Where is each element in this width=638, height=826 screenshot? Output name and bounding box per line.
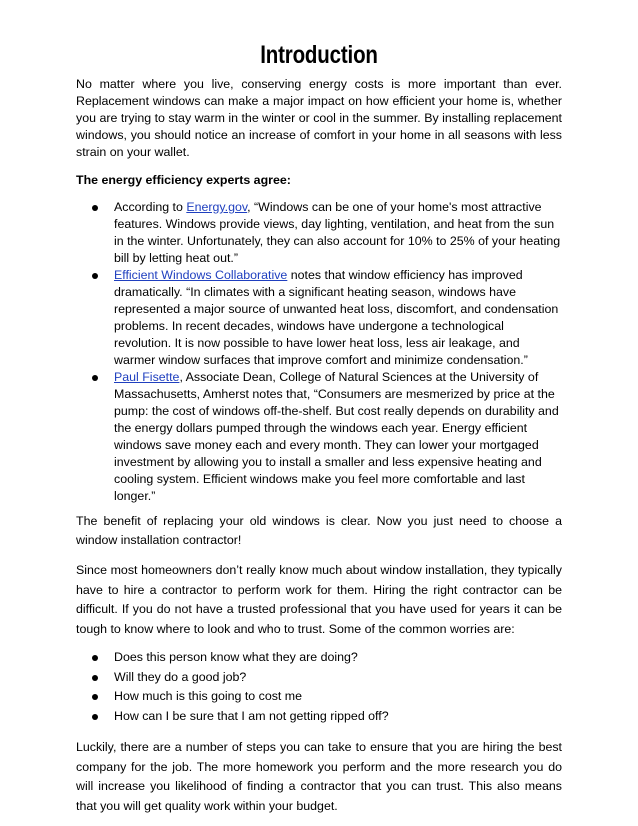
worry-text: Does this person know what they are doing?	[114, 650, 358, 664]
bullet-icon	[92, 655, 98, 661]
bullet-icon	[92, 714, 98, 720]
quote-prefix: According to	[114, 200, 187, 214]
closing-paragraph: Luckily, there are a number of steps you can take to ensure that you are hiring the best company for the job. The more homework you perform and the more research you do will increase you likelihood of finding a contractor that you can trust. This also means that you will get quality work within your budget.	[76, 740, 562, 813]
document-page	[76, 40, 562, 816]
expert-quotes-list	[76, 199, 562, 505]
quote-text: , “Windows can be one of your home's most attractive features. Windows provide views, day lighting, ventilation, and heat from the sun in the winter. Unfortunately, they can also account for 10% to 25% of your heating bill by letting heat out.”	[114, 200, 561, 265]
list-item	[76, 668, 562, 688]
worries-list	[76, 648, 562, 726]
bullet-icon	[92, 375, 98, 381]
list-item	[76, 648, 562, 668]
homeowners-paragraph: Since most homeowners don’t really know much about window installation, they typically have to hire a contractor to perform work for them. Hiring the right contractor can be difficult. If you do not have a trusted professional that you have used for years it can be tough to know where to look and who to trust. Some of the common worries are:	[76, 563, 562, 636]
energy-gov-link[interactable]: Energy.gov	[186, 200, 248, 214]
quote-text: notes that window efficiency has improved dramatically. “In climates with a significant heating season, windows have represented a major source of unwanted heat loss, discomfort, and condensation problems. In recent decades, windows have undergone a technological revolution. It is now possible to have lower heat loss, less air leakage, and warmer window surfaces that improve comfort and minimize condensation.”	[114, 268, 559, 367]
page-title: Introduction	[260, 41, 378, 69]
worry-text: How can I be sure that I am not getting ripped off?	[114, 708, 389, 723]
experts-heading: The energy efficiency experts agree:	[76, 173, 291, 187]
paul-fisette-link[interactable]: Paul Fisette	[114, 370, 180, 384]
list-item	[76, 267, 562, 369]
list-item	[76, 199, 562, 267]
list-item	[76, 369, 562, 505]
benefit-paragraph: The benefit of replacing your old windows is clear. Now you just need to choose a window installation contractor!	[76, 514, 562, 547]
intro-paragraph: No matter where you live, conserving energy costs is more important than ever. Replacement windows can make a major impact on how efficient your home is, whether you are trying to stay warm in the winter or cool in the summer. By installing replacement windows, you should notice an increase of comfort in your home in all seasons with less strain on your wallet.	[76, 77, 562, 159]
quote-text: , Associate Dean, College of Natural Sciences at the University of Massachusetts, Amherst notes that, “Consumers are mesmerized by price at the pump: the cost of windows off-the-shelf. But cost really depends on durability and the energy dollars pumped through the windows each year. Energy efficient windows save money each and every month. They can lower your mortgaged investment by allowing you to install a smaller and less expensive heating and cooling system. Efficient windows make you feel more comfortable and last longer.”	[114, 370, 559, 503]
worry-text: Will they do a good job?	[114, 669, 247, 684]
list-item	[76, 687, 562, 707]
bullet-icon	[92, 273, 98, 279]
worry-text: How much is this going to cost me	[114, 689, 303, 703]
bullet-icon	[92, 205, 98, 211]
list-item	[76, 707, 562, 727]
bullet-icon	[92, 694, 98, 700]
bullet-icon	[92, 675, 98, 681]
efficient-windows-collaborative-link[interactable]: Efficient Windows Collaborative	[114, 268, 288, 282]
